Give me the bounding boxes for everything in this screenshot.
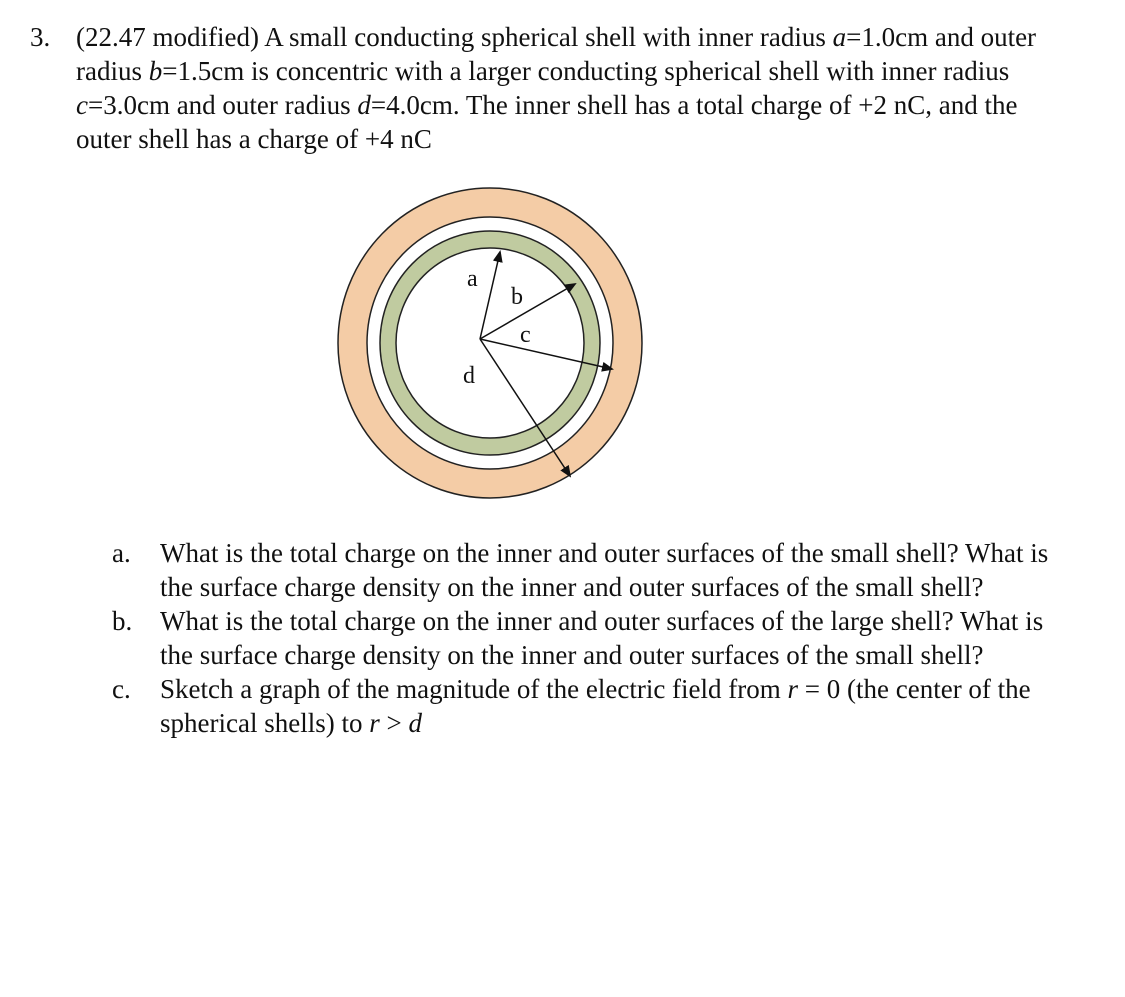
question-letter: c. xyxy=(112,674,131,704)
label-b: b xyxy=(511,284,523,310)
inner-shell-inner-surface xyxy=(396,248,584,438)
variable-d: d xyxy=(357,90,371,120)
question-text: What is the total charge on the inner and outer surfaces of the small shell? What is the surface charge density on the inner and outer surfaces of the small shell? xyxy=(160,538,1049,602)
problem-text xyxy=(76,20,1066,156)
question-a xyxy=(112,536,1072,604)
statement-part: =1.0cm and outer radius xyxy=(76,22,1037,86)
question-text: What is the total charge on the inner and outer surfaces of the large shell? What is the surface charge density on the inner and outer surfaces of the small shell? xyxy=(160,606,1044,670)
variable-c: c xyxy=(76,90,88,120)
label-a: a xyxy=(467,266,478,292)
question-letter: a. xyxy=(112,538,131,568)
question-part: = 0 (the center of the spherical shells) to xyxy=(160,674,1031,738)
statement-part: =1.5cm is concentric with a larger conducting spherical shell with inner radius xyxy=(162,56,1010,86)
concentric-shells-figure xyxy=(327,186,657,506)
variable-r: r xyxy=(787,674,799,704)
label-c: c xyxy=(520,322,531,348)
question-list xyxy=(112,536,1072,740)
variable-a: a xyxy=(832,22,847,52)
question-letter: b. xyxy=(112,606,133,636)
statement-part: A small conducting spherical shell with inner radius xyxy=(264,22,833,52)
variable-d: d xyxy=(408,708,422,738)
question-b xyxy=(112,604,1072,672)
variable-r: r xyxy=(369,708,380,738)
question-text xyxy=(160,672,1072,740)
question-c xyxy=(112,672,1072,740)
problem-statement xyxy=(30,20,1100,156)
label-d: d xyxy=(463,363,475,389)
shells-diagram xyxy=(327,186,657,506)
question-part: Sketch a graph of the magnitude of the electric field from xyxy=(160,674,788,704)
statement-part: =3.0cm and outer radius xyxy=(87,90,358,120)
question-part: > xyxy=(379,708,409,738)
problem-reference: (22.47 modified) xyxy=(76,22,259,52)
variable-b: b xyxy=(148,56,163,86)
problem-number: 3. xyxy=(30,22,51,52)
statement-part: =4.0cm. The inner shell has a total charge of +2 nC, and the outer shell has a charge of +4 nC xyxy=(76,90,1018,154)
